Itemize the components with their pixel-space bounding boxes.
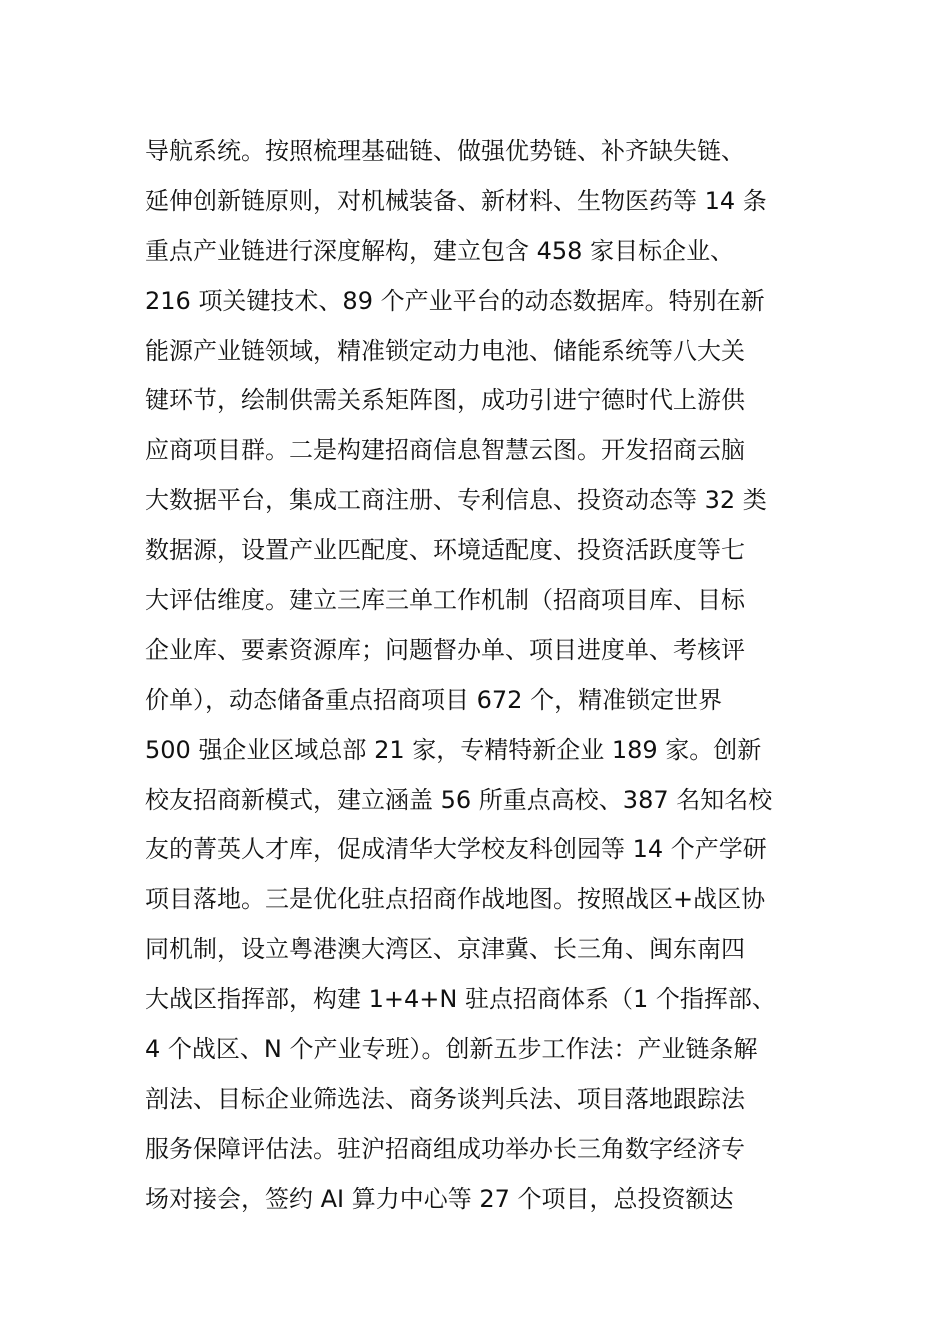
text-line: 校友招商新模式，建立涵盖 56 所重点高校、387 名知名校 (145, 785, 773, 814)
text-line: 大评估维度。建立三库三单工作机制（招商项目库、目标 (145, 586, 745, 615)
text-line: 500 强企业区域总部 21 家，专精特新企业 189 家。创新 (145, 735, 762, 764)
text-line: 企业库、要素资源库；问题督办单、项目进度单、考核评 (145, 635, 745, 664)
text-line: 键环节，绘制供需关系矩阵图，成功引进宁德时代上游供 (145, 386, 745, 415)
text-line: 价单），动态储备重点招商项目 672 个，精准锁定世界 (145, 685, 723, 714)
text-line: 应商项目群。二是构建招商信息智慧云图。开发招商云脑 (145, 436, 745, 465)
text-line: 重点产业链进行深度解构，建立包含 458 家目标企业、 (145, 236, 735, 265)
text-line: 大数据平台，集成工商注册、专利信息、投资动态等 32 类 (145, 486, 767, 515)
text-line: 4 个战区、N 个产业专班）。创新五步工作法：产业链条解 (145, 1035, 758, 1064)
text-line: 友的菁英人才库，促成清华大学校友科创园等 14 个产学研 (145, 835, 767, 864)
text-line: 216 项关键技术、89 个产业平台的动态数据库。特别在新 (145, 286, 765, 315)
body-paragraph (145, 127, 835, 1225)
text-line: 项目落地。三是优化驻点招商作战地图。按照战区+战区协 (145, 885, 766, 914)
text-line: 同机制，设立粤港澳大湾区、京津冀、长三角、闽东南四 (145, 935, 745, 964)
text-line: 数据源，设置产业匹配度、环境适配度、投资活跃度等七 (145, 536, 745, 565)
text-line: 大战区指挥部，构建 1+4+N 驻点招商体系（1 个指挥部、 (145, 985, 776, 1014)
text-line: 场对接会，签约 AI 算力中心等 27 个项目，总投资额达 (145, 1184, 734, 1213)
text-line: 服务保障评估法。驻沪招商组成功举办长三角数字经济专 (145, 1134, 745, 1163)
text-line: 剖法、目标企业筛选法、商务谈判兵法、项目落地跟踪法 (145, 1084, 745, 1113)
text-line: 延伸创新链原则，对机械装备、新材料、生物医药等 14 条 (145, 186, 767, 215)
text-line: 能源产业链领域，精准锁定动力电池、储能系统等八大关 (145, 336, 745, 365)
text-line: 导航系统。按照梳理基础链、做强优势链、补齐缺失链、 (145, 137, 745, 165)
